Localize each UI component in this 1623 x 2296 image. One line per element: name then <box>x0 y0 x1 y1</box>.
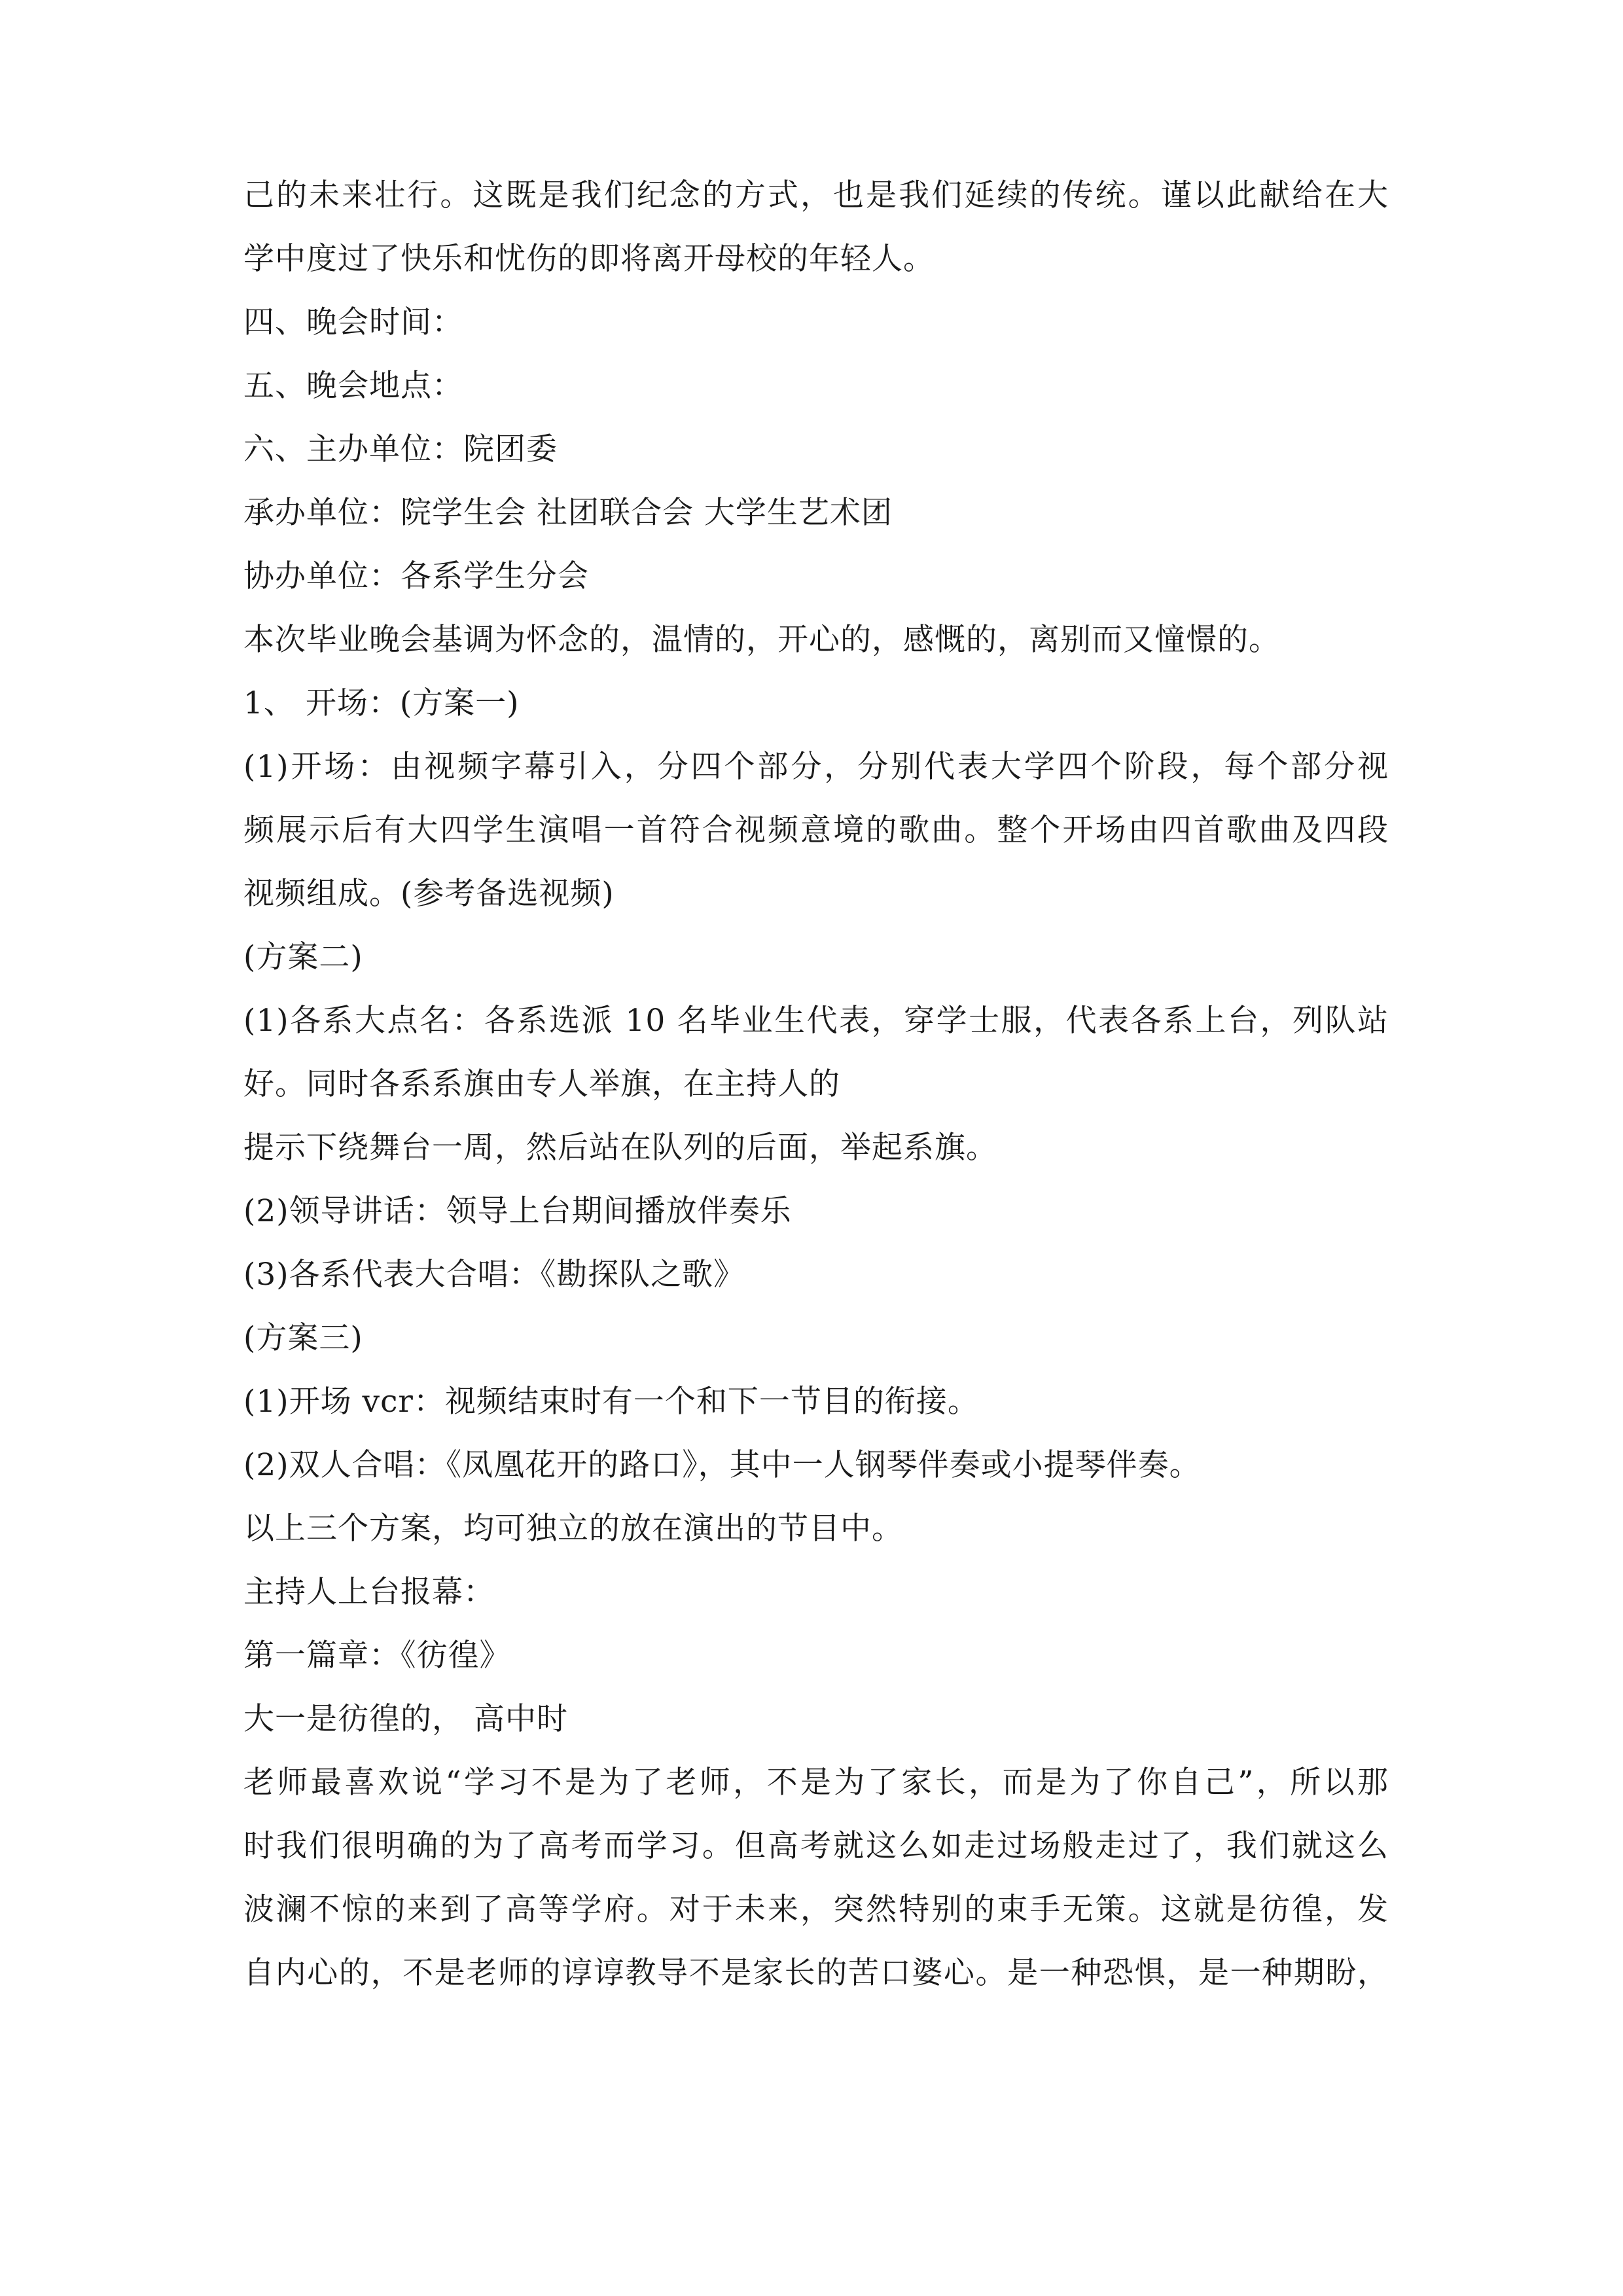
paragraph-line: (2)双人合唱：《凤凰花开的路口》，其中一人钢琴伴奏或小提琴伴奏。 <box>243 1447 1201 1483</box>
paragraph-line: 主持人上台报幕： <box>243 1574 495 1610</box>
paragraph-line: 己的未来壮行。这既是我们纪念的方式，也是我们延续的传统。谨以此献给在大 <box>243 177 1389 213</box>
paragraph-line: (1)开场 vcr：视频结束时有一个和下一节目的衔接。 <box>243 1384 979 1420</box>
paragraph-line: 提示下绕舞台一周，然后站在队列的后面，举起系旗。 <box>243 1130 997 1166</box>
paragraph-line: 好。同时各系系旗由专人举旗，在主持人的 <box>243 1066 840 1102</box>
paragraph-line: 本次毕业晚会基调为怀念的，温情的，开心的，感慨的，离别而又憧憬的。 <box>243 622 1280 658</box>
paragraph-line: 视频组成。(参考备选视频) <box>243 876 615 912</box>
assisting-organizer-line: 协办单位：各系学生分会 <box>243 558 589 594</box>
paragraph-line: 老师最喜欢说“学习不是为了老师，不是为了家长，而是为了你自己”，所以那 <box>243 1765 1389 1801</box>
section-heading-time: 四、晚会时间： <box>243 304 463 340</box>
paragraph-line: 大一是彷徨的， 高中时 <box>243 1701 568 1737</box>
paragraph-line: (1)开场：由视频字幕引入，分四个部分，分别代表大学四个阶段，每个部分视 <box>243 749 1389 785</box>
paragraph-line: 自内心的，不是老师的谆谆教导不是家长的苦口婆心。是一种恐惧，是一种期盼， <box>243 1955 1389 1991</box>
chapter-heading: 第一篇章：《彷徨》 <box>243 1638 511 1674</box>
list-item-opening: 1、 开场：(方案一) <box>243 685 520 721</box>
paragraph-line: 以上三个方案，均可独立的放在演出的节目中。 <box>243 1511 903 1547</box>
paragraph-line: 波澜不惊的来到了高等学府。对于未来，突然特别的束手无策。这就是彷徨，发 <box>243 1892 1389 1928</box>
document-body <box>243 164 1389 2005</box>
paragraph-line: (2)领导讲话：领导上台期间播放伴奏乐 <box>243 1193 792 1229</box>
paragraph-line: 频展示后有大四学生演唱一首符合视频意境的歌曲。整个开场由四首歌曲及四段 <box>243 812 1389 848</box>
paragraph-line: 学中度过了快乐和忧伤的即将离开母校的年轻人。 <box>243 241 935 277</box>
co-organizer-line: 承办单位：院学生会 社团联合会 大学生艺术团 <box>243 495 893 531</box>
section-heading-location: 五、晚会地点： <box>243 368 463 404</box>
paragraph-line: 时我们很明确的为了高考而学习。但高考就这么如走过场般走过了，我们就这么 <box>243 1828 1389 1864</box>
section-heading-organizer: 六、主办单位：院团委 <box>243 431 558 467</box>
plan-heading: (方案三) <box>243 1320 363 1356</box>
paragraph-line: (3)各系代表大合唱：《勘探队之歌》 <box>243 1257 745 1293</box>
paragraph-line: (1)各系大点名：各系选派 10 名毕业生代表，穿学士服，代表各系上台，列队站 <box>243 1003 1389 1039</box>
plan-heading: (方案二) <box>243 939 363 975</box>
